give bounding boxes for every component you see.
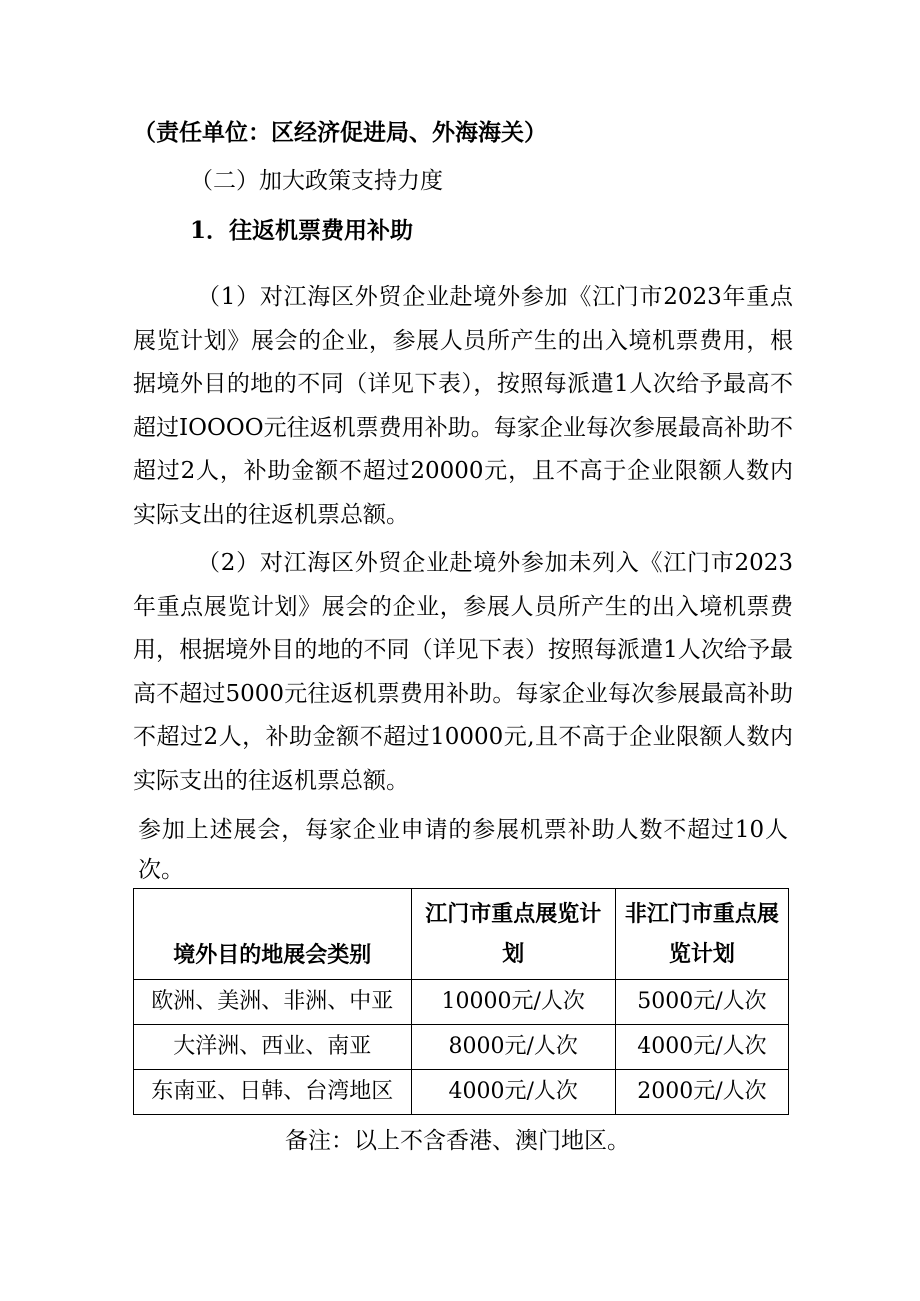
table-cell-non-key-amount: 2000元/人次	[615, 1070, 788, 1115]
table-row	[134, 980, 789, 1025]
table-header-key-plan: 江门市重点展览计划	[411, 889, 615, 980]
paragraph-3: 参加上述展会，每家企业申请的参展机票补助人数不超过10人次。	[138, 817, 788, 883]
table-row	[134, 1025, 789, 1070]
item-heading: 1．往返机票费用补助	[190, 217, 414, 244]
table-cell-non-key-amount: 5000元/人次	[615, 980, 788, 1025]
subsidy-table	[133, 888, 789, 1115]
section-heading: （二）加大政策支持力度	[190, 168, 443, 194]
paragraph-1: （1）对江海区外贸企业赴境外参加《江门市2023年重点展览计划》展会的企业，参展人员所产生的出入境机票费用，根据境外目的地的不同（详见下表），按照每派遣1人次给予最高不超过IOOOO元往返机票费用补助。每家企业每次参展最高补助不超过2人，补助金额不超过20000元，且不高于企业限额人数内实际支出的往返机票总额。	[133, 284, 793, 528]
responsible-units: （责任单位：区经济促进局、外海海关）	[133, 119, 547, 146]
table-header-row	[134, 889, 789, 980]
table-cell-non-key-amount: 4000元/人次	[615, 1025, 788, 1070]
table-row	[134, 1070, 789, 1115]
table-cell-region: 东南亚、日韩、台湾地区	[134, 1070, 412, 1115]
table-cell-key-amount: 8000元/人次	[411, 1025, 615, 1070]
paragraph-2: （2）对江海区外贸企业赴境外参加未列入《江门市2023年重点展览计划》展会的企业，参展人员所产生的出入境机票费用，根据境外目的地的不同（详见下表）按照每派遣1人次给予最高不超过5000元往返机票费用补助。每家企业每次参展最高补助不超过2人，补助金额不超过10000元,且不高于企业限额人数内实际支出的往返机票总额。	[133, 550, 793, 794]
table-header-category: 境外目的地展会类别	[134, 889, 412, 980]
table-cell-region: 大洋洲、西业、南亚	[134, 1025, 412, 1070]
table-cell-key-amount: 4000元/人次	[411, 1070, 615, 1115]
table-header-non-key-plan: 非江门市重点展览计划	[615, 889, 788, 980]
table-cell-region: 欧洲、美洲、非洲、中亚	[134, 980, 412, 1025]
table-note: 备注：以上不含香港、澳门地区。	[285, 1128, 630, 1154]
table-cell-key-amount: 10000元/人次	[411, 980, 615, 1025]
